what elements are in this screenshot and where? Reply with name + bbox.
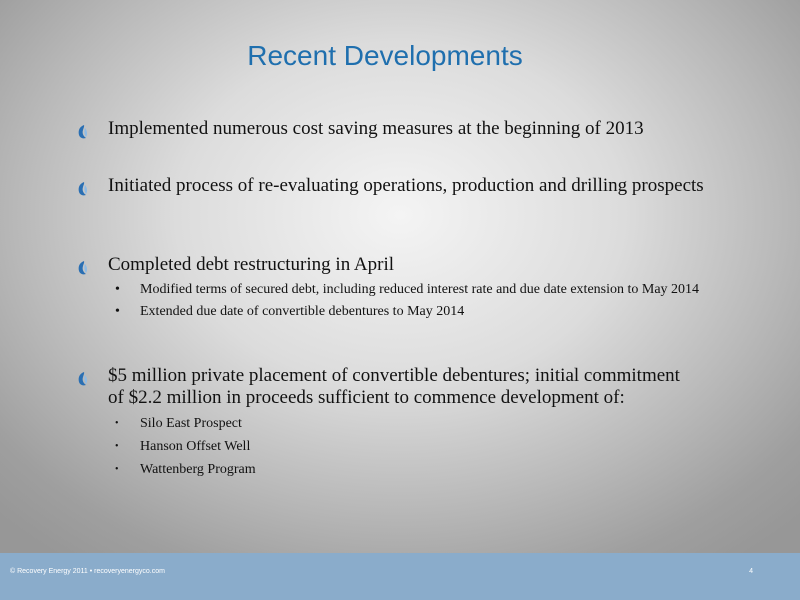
sub-bullet-dot: • xyxy=(115,418,119,429)
sub-bullet-text: Hanson Offset Well xyxy=(140,439,251,454)
page-number: 4 xyxy=(749,568,753,575)
sub-bullet-dot: • xyxy=(115,464,119,475)
sub-bullet-text: Wattenberg Program xyxy=(140,462,256,477)
sub-bullet-dot: • xyxy=(115,304,120,319)
bullet-item xyxy=(78,365,718,478)
blue-crescent-bullet-icon xyxy=(78,372,88,386)
sub-bullet-dot: • xyxy=(115,441,119,452)
blue-crescent-bullet-icon xyxy=(78,261,88,275)
sub-bullet-item xyxy=(116,416,716,432)
sub-bullet-text: Extended due date of convertible debentures to May 2014 xyxy=(140,304,465,319)
slide-footer xyxy=(0,553,800,600)
slide-title: Recent Developments xyxy=(247,40,523,71)
sub-bullet-dot: • xyxy=(115,282,120,297)
sub-bullet-item xyxy=(116,462,716,478)
bullet-item xyxy=(78,254,718,320)
footer-copyright: © Recovery Energy 2011 • recoveryenergyco.com xyxy=(10,568,165,575)
sub-bullet-item xyxy=(116,282,716,298)
blue-crescent-bullet-icon xyxy=(78,182,88,196)
sub-bullet-item xyxy=(116,304,716,320)
blue-crescent-bullet-icon xyxy=(78,125,88,139)
bullet-text: $5 million private placement of convertible debentures; initial commitment of $2.2 million in proceeds sufficient to commence development of: xyxy=(108,365,680,408)
bullet-item xyxy=(78,175,718,197)
bullet-text: Completed debt restructuring in April xyxy=(108,254,395,275)
sub-bullet-item xyxy=(116,439,716,455)
bullet-text: Implemented numerous cost saving measures at the beginning of 2013 xyxy=(108,118,644,139)
bullet-text: Initiated process of re-evaluating operations, production and drilling prospects xyxy=(108,175,704,196)
bullet-item xyxy=(78,118,718,140)
sub-bullet-text: Modified terms of secured debt, including reduced interest rate and due date extension to May 2014 xyxy=(140,282,700,297)
sub-bullet-text: Silo East Prospect xyxy=(140,416,242,431)
